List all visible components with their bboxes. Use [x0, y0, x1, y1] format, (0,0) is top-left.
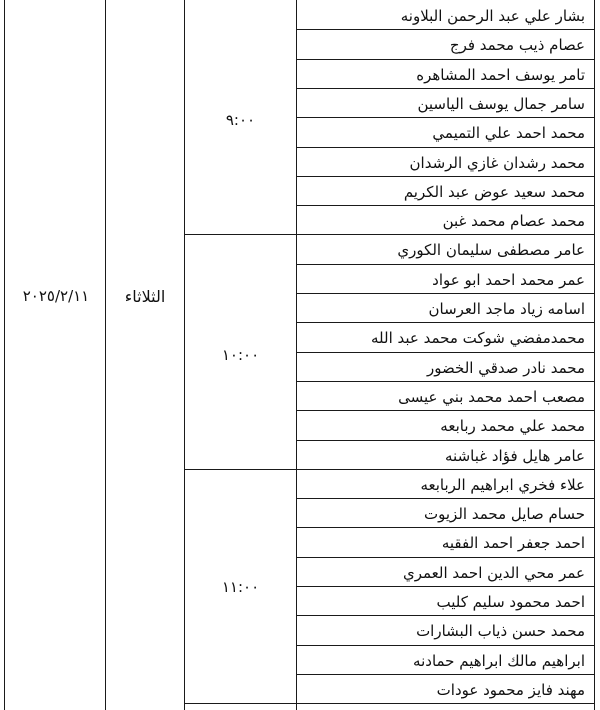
table-row: مهند فايز محمود عودات: [436, 680, 585, 699]
row-divider: [296, 557, 595, 558]
table-row: حسام صايل محمد الزيوت: [424, 505, 585, 524]
row-divider: [296, 322, 595, 323]
table-row: ابراهيم مالك ابراهيم حمادنه: [413, 651, 585, 670]
row-divider: [296, 117, 595, 118]
table-row: محمد رشدان غازي الرشدان: [409, 153, 585, 172]
row-divider: [296, 381, 595, 382]
row-divider: [296, 29, 595, 30]
table-row: مصعب احمد محمد بني عيسى: [398, 387, 585, 406]
row-divider: [296, 498, 595, 499]
time-slot-2: ١٠:٠٠: [221, 346, 260, 364]
table-row: اسامه زياد ماجد العرسان: [428, 300, 585, 318]
row-divider: [296, 205, 595, 206]
column-divider-time: [296, 0, 297, 710]
table-row: بشار علي عبد الرحمن البلاونه: [400, 7, 585, 25]
row-divider: [296, 440, 595, 441]
row-divider: [296, 293, 595, 294]
row-divider: [296, 645, 595, 646]
exam-day: الثلاثاء: [124, 287, 166, 306]
table-row: محمد عصام محمد غبن: [442, 212, 585, 231]
time-slot-1: ٩:٠٠: [225, 111, 256, 129]
table-row: تامر يوسف احمد المشاهره: [416, 65, 585, 84]
row-divider: [184, 469, 595, 470]
table-row: عمر محمد احمد ابو عواد: [432, 270, 585, 289]
time-slot-3: ١١:٠٠: [221, 578, 260, 596]
row-divider: [296, 527, 595, 528]
table-row: علاء فخري ابراهيم الربابعه: [420, 475, 585, 494]
row-divider: [296, 147, 595, 148]
row-divider: [296, 88, 595, 89]
table-row: عمر محي الدين احمد العمري: [402, 563, 585, 582]
row-divider: [296, 410, 595, 411]
row-divider: [296, 352, 595, 353]
table-border-left: [4, 0, 5, 710]
row-divider: [184, 234, 595, 235]
table-border-right: [594, 0, 595, 710]
column-divider-date: [105, 0, 106, 710]
row-divider: [184, 703, 595, 704]
row-divider: [296, 59, 595, 60]
table-row: محمد حسن ذياب البشارات: [416, 622, 585, 641]
row-divider: [296, 176, 595, 177]
table-row: سامر جمال يوسف الياسين: [417, 94, 585, 113]
table-row: احمد جعفر احمد الفقيه: [441, 534, 585, 553]
table-row: احمد محمود سليم كليب: [436, 593, 585, 611]
table-row: محمدمفضي شوكت محمد عبد الله: [370, 329, 585, 348]
row-divider: [296, 615, 595, 616]
row-divider: [296, 674, 595, 675]
table-row: عامر مصطفى سليمان الكوري: [397, 241, 585, 260]
exam-date: ٢٠٢٥/٢/١١: [22, 287, 90, 305]
row-divider: [296, 586, 595, 587]
table-row: محمد علي محمد ربابعه: [440, 417, 585, 436]
table-row: عامر هايل فؤاد غباشنه: [445, 446, 585, 465]
table-row: محمد نادر صدقي الخضور: [427, 358, 585, 377]
table-row: عصام ذيب محمد فرج: [449, 36, 585, 55]
table-row: محمد سعيد عوض عبد الكريم: [403, 182, 585, 201]
row-divider: [296, 264, 595, 265]
table-row: محمد احمد علي التميمي: [432, 124, 585, 143]
